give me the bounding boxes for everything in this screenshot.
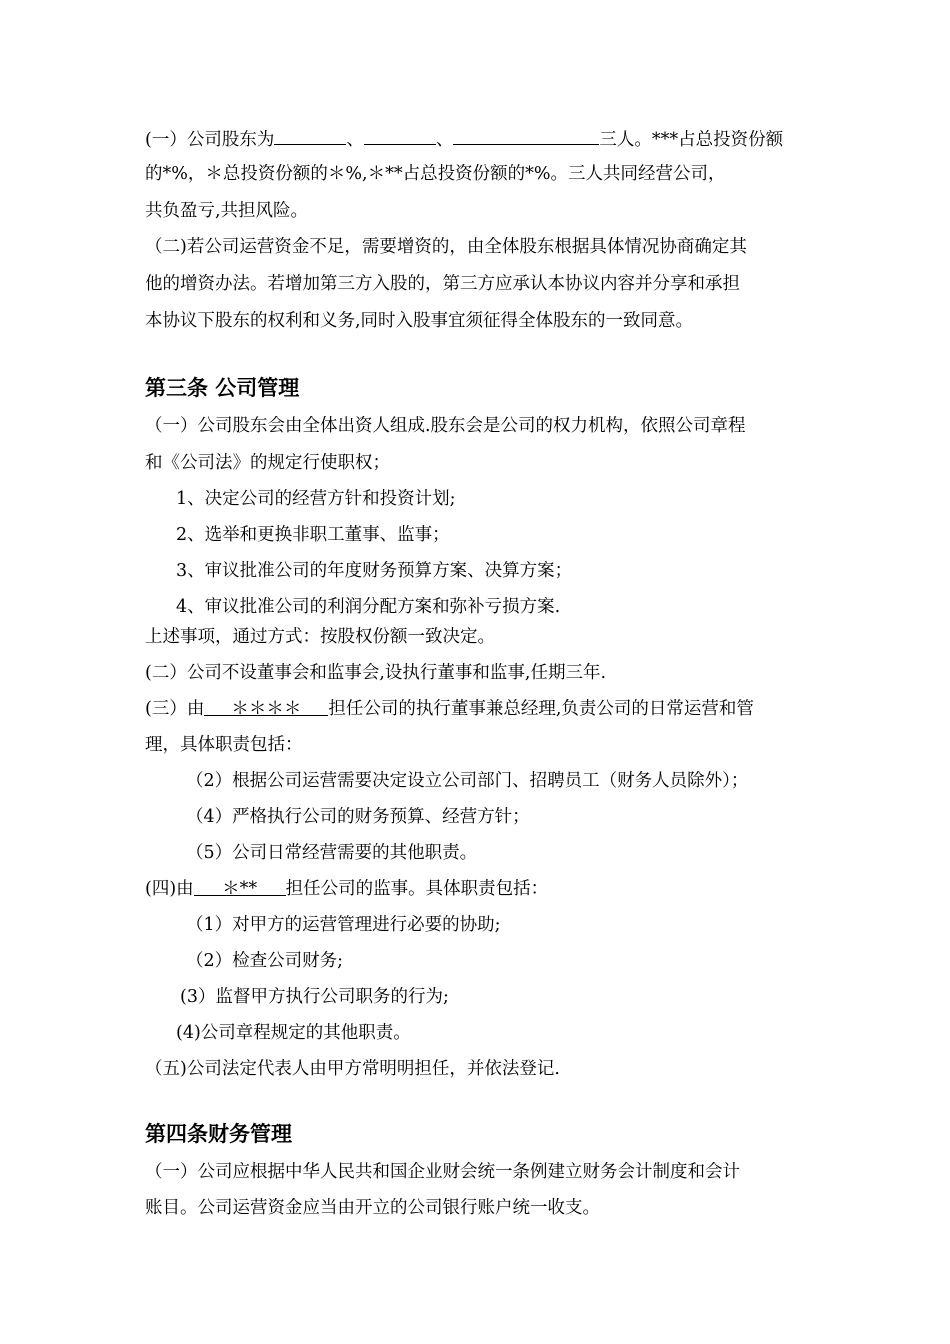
- shareholder-blank-3[interactable]: [453, 126, 599, 145]
- exec-prefix: (三）由: [145, 699, 205, 719]
- shareholders-line-1: [145, 126, 783, 152]
- supervisor-prefix: (四)由: [145, 879, 194, 899]
- list-item: （1）对甲方的运营管理进行必要的协助;: [186, 915, 501, 935]
- supervisor-blank[interactable]: ＊**: [194, 877, 286, 896]
- supervisor-suffix: 担任公司的监事。具体职责包括：: [285, 879, 549, 899]
- separator: 、: [435, 130, 454, 150]
- shareholder-blank-1[interactable]: [274, 126, 346, 145]
- list-item: 4、审议批准公司的利润分配方案和弥补亏损方案.: [176, 597, 561, 617]
- list-item: （2）检查公司财务;: [186, 951, 344, 971]
- list-item: (4)公司章程规定的其他职责。: [176, 1023, 411, 1043]
- shareholders-line-3: 共负盈亏,共担风险。: [145, 201, 309, 221]
- executive-director-line-1: [145, 697, 754, 721]
- exec-suffix: 担任公司的执行董事兼总经理,负责公司的日常运营和管: [328, 699, 754, 719]
- shareholders-prefix: (一）公司股东为: [145, 130, 275, 150]
- supervisor-line: [145, 877, 548, 901]
- capital-increase-line-1: （二)若公司运营资金不足，需要增资的，由全体股东根据具体情况协商确定其: [145, 237, 747, 257]
- board-clause: (二）公司不设董事会和监事会,设执行董事和监事,任期三年.: [145, 663, 607, 683]
- list-item: （2）根据公司运营需要决定设立公司部门、招聘员工（财务人员除外）；: [186, 771, 749, 791]
- list-item: 3、审议批准公司的年度财务预算方案、决算方案；: [176, 561, 573, 581]
- shareholders-line-2: 的*%，＊总投资份额的＊%,＊**占总投资份额的*%。三人共同经营公司，: [145, 164, 726, 184]
- list-item: （4）严格执行公司的财务预算、经营方针；: [186, 807, 530, 827]
- shareholders-suffix: 三人。***占总投资份额: [599, 130, 784, 150]
- finance-line-2: 账目。公司运营资金应当由开立的公司银行账户统一收支。: [145, 1198, 600, 1218]
- shareholders-meeting-line-2: 和《公司法》的规定行使职权；: [145, 453, 390, 473]
- section-heading-financial-management: 第四条财务管理: [145, 1122, 292, 1146]
- executive-director-blank[interactable]: ＊＊＊＊: [204, 697, 328, 716]
- list-item: 2、选举和更换非职工董事、监事；: [176, 525, 450, 545]
- decision-method: 上述事项，通过方式：按股权份额一致决定。: [145, 627, 495, 647]
- legal-representative-clause: （五)公司法定代表人由甲方常明明担任，并依法登记.: [145, 1059, 560, 1079]
- list-item: (3）监督甲方执行公司职务的行为;: [180, 987, 449, 1007]
- section-heading-company-management: 第三条 公司管理: [145, 376, 300, 400]
- shareholder-blank-2[interactable]: [364, 126, 436, 145]
- shareholders-meeting-line-1: （一）公司股东会由全体出资人组成.股东会是公司的权力机构，依照公司章程: [145, 416, 746, 436]
- separator: 、: [346, 130, 364, 150]
- list-item: 1、决定公司的经营方针和投资计划;: [176, 489, 456, 509]
- capital-increase-line-2: 他的增资办法。若增加第三方入股的，第三方应承认本协议内容并分享和承担: [145, 274, 740, 294]
- finance-line-1: （一）公司应根据中华人民共和国企业财会统一条例建立财务会计制度和会计: [145, 1162, 740, 1182]
- executive-director-line-2: 理，具体职责包括：: [145, 735, 303, 755]
- list-item: （5）公司日常经营需要的其他职责。: [186, 843, 478, 863]
- capital-increase-line-3: 本协议下股东的权利和义务,同时入股事宜须征得全体股东的一致同意。: [145, 311, 694, 331]
